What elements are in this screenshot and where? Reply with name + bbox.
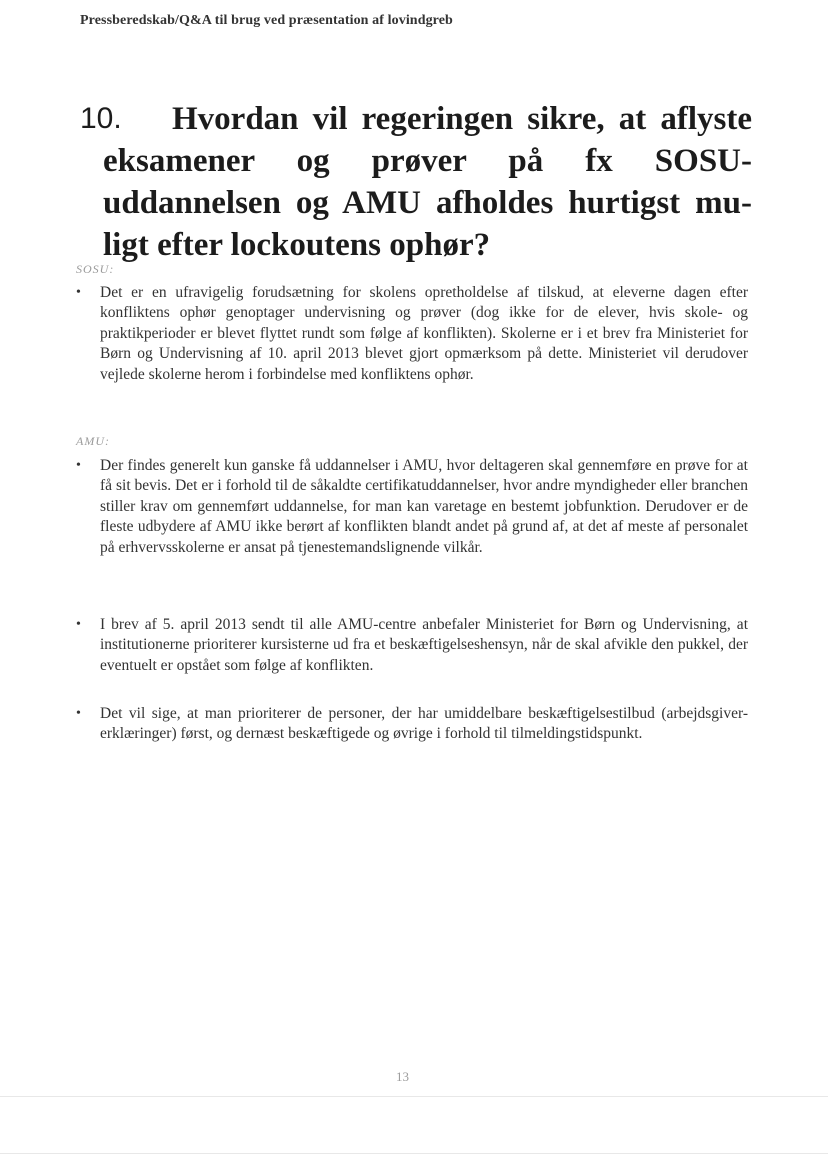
scan-edge-line: [0, 1096, 828, 1097]
bullet-text: Det vil sige, at man prioriterer de personer, der har umiddelbare beskæftigelsestilbud (arbejdsgiver-erklæringer) først, og dernæst beskæftigede og øvrige i forhold til tilmeldingstidspunkt.: [100, 705, 748, 743]
section-label-amu: AMU:: [76, 434, 110, 448]
bullet-item: [76, 456, 748, 558]
question-line: Hvordan vil regeringen sikre, at aflyste: [172, 101, 752, 137]
bullet-text: I brev af 5. april 2013 sendt til alle AMU-centre anbefaler Ministeriet for Børn og Undervisning, at institutionerne prioriterer kursisterne ud fra et beskæftigelseshensyn, når de skal afvikle den pukkel, der eventuelt er opstået som følge af konflikten.: [100, 616, 748, 674]
question-line: ligt efter lockoutens ophør?: [103, 227, 491, 263]
document-header: Pressberedskab/Q&A til brug ved præsentation af lovindgreb: [80, 13, 453, 28]
question-heading: [80, 98, 752, 266]
question-line: uddannelsen og AMU afholdes hurtigst mu-: [103, 185, 752, 221]
bullet-icon: •: [76, 617, 81, 632]
section-label-sosu: SOSU:: [76, 262, 115, 276]
bullet-icon: •: [76, 706, 81, 721]
bullet-text: Det er en ufravigelig forudsætning for skolens opretholdelse af tilskud, at eleverne dagen efter konfliktens ophør genoptager undervisning og prøver (dog ikke for de elever, hvis skole- og praktikperioder er blevet flyttet rundt som følge af konflikten). Skolerne er i et brev fra Ministeriet for Børn og Undervisning af 10. april 2013 blevet gjort opmærksom på dette. Ministeriet vil derudover vejlede skolerne herom i forbindelse med konfliktens ophør.: [100, 284, 748, 383]
bullet-item: [76, 283, 748, 385]
page-number: 13: [396, 1069, 409, 1084]
bullet-icon: •: [76, 458, 81, 473]
bullet-icon: •: [76, 285, 81, 300]
bullet-item: [76, 615, 748, 676]
bullet-text: Der findes generelt kun ganske få uddannelser i AMU, hvor deltageren skal gennemføre en prøve for at få sit bevis. Det er i forhold til de såkaldte certifikatuddannelser, hvor andre myndigheder eller branchen stiller krav om gennemført uddannelse, for man kan varetage en bestemt jobfunktion. Derudover er de fleste udbydere af AMU ikke berørt af konflikten blandt andet på grund af, at det af meste af personalet på erhvervsskolerne er ansat på tjenestemandslignende vilkår.: [100, 457, 748, 556]
question-line: eksamener og prøver på fx SOSU-: [103, 143, 752, 179]
bullet-item: [76, 704, 748, 745]
question-number: 10.: [80, 102, 122, 135]
scan-edge-line: [0, 1153, 828, 1154]
